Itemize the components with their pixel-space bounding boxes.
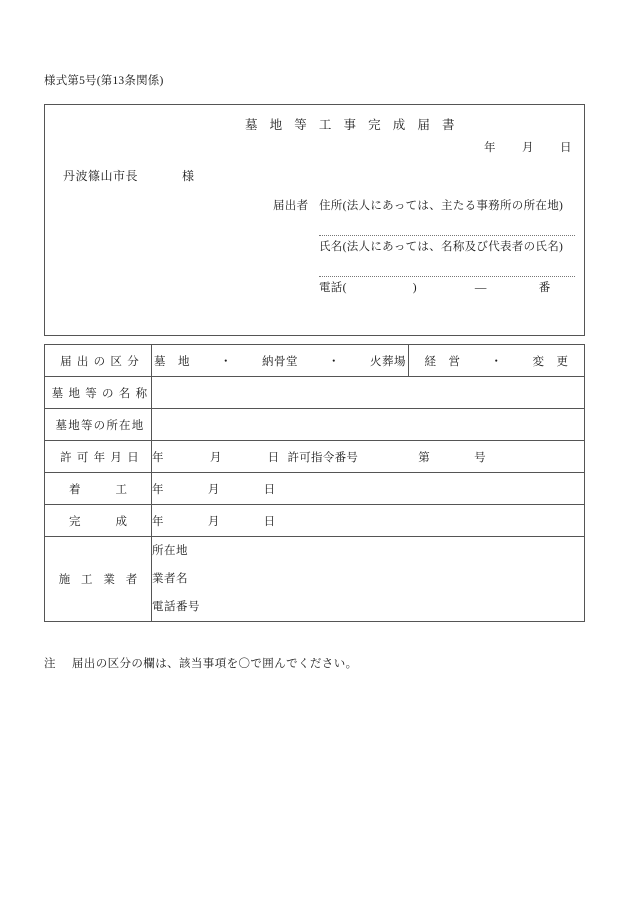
option-management[interactable]: 経 営	[424, 355, 461, 368]
contractor-fields-cell[interactable]	[152, 537, 585, 622]
table-row-permit-date	[45, 441, 585, 473]
submitter-name-label: 氏名(法人にあっては、名称及び代表者の氏名)	[319, 235, 575, 254]
facility-name-label-cell	[45, 377, 152, 409]
classification-separator-3: ・	[490, 355, 503, 368]
footnote-text: 届出の区分の欄は、該当事項を〇で囲んでください。	[71, 658, 358, 670]
permit-number-suffix: 号	[474, 451, 486, 464]
start-work-label: 着 工	[69, 483, 131, 496]
contractor-label-cell	[45, 537, 152, 622]
permit-date-value-cell[interactable]	[152, 441, 585, 473]
permit-number-label: 許可指令番号	[287, 451, 359, 464]
classification-action-cell[interactable]	[409, 345, 585, 377]
submitter-name-row	[273, 235, 575, 254]
addressee-honorific: 様	[182, 169, 195, 183]
table-row-facility-location	[45, 409, 585, 441]
facility-location-label: 墓地等の所在地	[55, 419, 145, 432]
option-ossuary[interactable]: 納骨堂	[262, 355, 298, 368]
contractor-address-label[interactable]: 所在地	[152, 545, 188, 557]
completion-year-label: 年	[152, 515, 164, 528]
start-work-year-label: 年	[152, 483, 164, 496]
page-title: 墓 地 等 工 事 完 成 届 書	[245, 118, 460, 132]
classification-separator-2: ・	[328, 355, 340, 368]
completion-month-label: 月	[207, 515, 220, 528]
table-row-contractor	[45, 537, 585, 622]
footnote	[44, 655, 358, 671]
completion-value-cell[interactable]	[152, 505, 585, 537]
classification-label-cell	[45, 345, 152, 377]
classification-label: 届 出 の 区 分	[60, 355, 140, 368]
date-month-label: 月	[522, 142, 534, 154]
option-cemetery[interactable]: 墓 地	[154, 355, 190, 368]
table-row-facility-name	[45, 377, 585, 409]
permit-date-label-cell	[45, 441, 152, 473]
phone-prefix: 電話(	[319, 282, 347, 294]
completion-label: 完 成	[69, 515, 131, 528]
facility-name-label: 墓 地 等 の 名 称	[51, 387, 149, 400]
completion-day-label: 日	[263, 515, 276, 528]
facility-name-value-cell[interactable]	[152, 377, 585, 409]
start-work-month-label: 月	[207, 483, 220, 496]
addressee-name: 丹波篠山市長	[63, 169, 139, 183]
phone-dash: ―	[474, 282, 487, 294]
table-row-completion	[45, 505, 585, 537]
completion-label-cell	[45, 505, 152, 537]
date-year-label: 年	[484, 142, 496, 154]
start-work-label-cell	[45, 473, 152, 505]
table-row-classification	[45, 345, 585, 377]
contractor-phone-label[interactable]: 電話番号	[152, 601, 200, 613]
submitter-label: 届出者	[273, 200, 309, 212]
footnote-marker: 注	[44, 658, 56, 670]
form-table	[44, 344, 585, 622]
start-work-value-cell[interactable]	[152, 473, 585, 505]
permit-date-label: 許 可 年 月 日	[60, 451, 140, 464]
permit-number-prefix: 第	[418, 451, 431, 464]
submitter-address-label: 住所(法人にあっては、主たる事務所の所在地)	[319, 200, 564, 212]
contractor-label: 施 工 業 者	[58, 574, 142, 586]
permit-year-label: 年	[152, 451, 164, 464]
start-work-day-label: 日	[263, 483, 276, 496]
table-row-start-work	[45, 473, 585, 505]
submitter-phone-row	[273, 276, 575, 295]
form-number: 様式第5号(第13条関係)	[44, 75, 164, 87]
submitter-block	[273, 197, 575, 295]
permit-day-label: 日	[267, 451, 280, 464]
submitter-phone-field	[319, 276, 575, 295]
facility-location-value-cell[interactable]	[152, 409, 585, 441]
classification-separator-1: ・	[220, 355, 232, 368]
submitter-address-row	[273, 197, 575, 213]
submission-date-line	[484, 139, 572, 155]
addressee	[63, 167, 195, 184]
date-day-label: 日	[560, 142, 572, 154]
header-box	[44, 104, 585, 336]
phone-paren-close: )	[412, 282, 417, 294]
permit-month-label: 月	[209, 451, 222, 464]
contractor-name-label[interactable]: 業者名	[152, 573, 188, 585]
option-crematorium[interactable]: 火葬場	[370, 355, 406, 368]
phone-suffix: 番	[538, 282, 551, 294]
classification-facility-cell[interactable]	[152, 345, 409, 377]
option-change[interactable]: 変 更	[532, 355, 569, 368]
facility-location-label-cell	[45, 409, 152, 441]
